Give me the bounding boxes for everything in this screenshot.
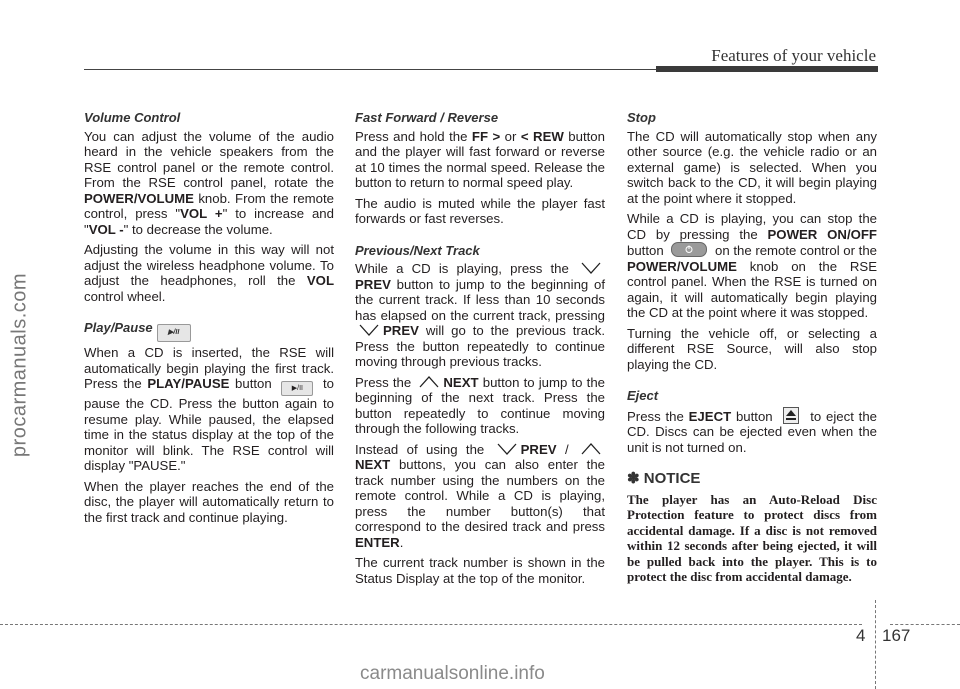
- volume-control-title: Volume Control: [84, 110, 181, 125]
- volume-paragraph-2: Adjusting the volume in this way will not adjust the wireless headphone volume. To adjust the headphones, roll the VOL control wheel.: [84, 242, 334, 304]
- notice-title: ✽ NOTICE: [627, 470, 701, 487]
- chevron-down-icon: [580, 261, 602, 275]
- ff-paragraph-2: The audio is muted while the player fast forwards or fast reverses.: [355, 195, 605, 226]
- column-1: [84, 110, 334, 530]
- pn-paragraph-1: While a CD is playing, press the PREV button to jump to the beginning of the current track. If less than 10 seconds has elapsed on the current track, pressing PREV will go to the previous track. Press the button repeatedly to continue moving through previous tracks.: [355, 261, 605, 369]
- chevron-up-icon: [418, 375, 440, 389]
- eject-title: Eject: [627, 388, 659, 403]
- chevron-down-icon: [496, 442, 518, 456]
- stop-paragraph-3: Turning the vehicle off, or selecting a different RSE Source, will also stop playing the CD.: [627, 325, 877, 372]
- stop-title: Stop: [627, 110, 656, 125]
- fast-forward-title: Fast Forward / Reverse: [355, 110, 499, 125]
- stop-paragraph-2: While a CD is playing, you can stop the CD by pressing the POWER ON/OFF button on the remote control or the POWER/VOLUME knob on the RSE control panel. When the RSE is turned on again, it will automatically begin playing the CD at the point where it was stopped.: [627, 211, 878, 320]
- power-button-icon: [671, 242, 707, 257]
- side-watermark-text: procarmanuals.com: [8, 272, 31, 458]
- volume-paragraph-1: You can adjust the volume of the audio heard in the vehicle speakers from the RSE control panel or the remote control. From the RSE control panel, rotate the POWER/VOLUME knob. From the remote control, press "VOL +" to increase and "VOL -" to decrease the volume.: [84, 128, 334, 237]
- play-pause-title: Play/Pause ▶/II: [84, 320, 334, 342]
- header-title: Features of your vehicle: [711, 46, 876, 65]
- eject-paragraph: Press the EJECT button to eject the CD. Discs can be ejected even when the unit is not turned on.: [627, 408, 877, 455]
- play-paragraph-1: When a CD is inserted, the RSE will automatically begin playing the first track. Press the PLAY/PAUSE button ▶/II to pause the CD. Press the button again to resume play. While paused, the elapsed time in the status display at the top of the monitor will blink. The RSE control will display "PAUSE.": [84, 345, 334, 473]
- footer-divider-right: [890, 624, 960, 625]
- previous-next-title: Previous/Next Track: [355, 242, 480, 258]
- page-number-separator: [875, 600, 876, 689]
- ff-paragraph-1: Press and hold the FF > or < REW button and the player will fast forward or reverse at 10 times the normal speed. Release the button to return to normal speed play.: [355, 128, 605, 190]
- side-watermark: [2, 150, 38, 580]
- pn-paragraph-3: Instead of using the PREV / NEXT buttons, you can also enter the track number using the numbers on the remote control. While a CD is playing, press the number button(s) that correspond to the desired track and press ENTER.: [355, 441, 605, 550]
- column-3: [627, 110, 877, 585]
- header-bar: [656, 66, 878, 72]
- notice-body: The player has an Auto-Reload Disc Protection feature to protect discs from accidental damage. If a disc is not removed within 12 seconds after being ejected, it will be pulled back into the player. This is to protect the disc from accidental damage.: [627, 491, 877, 584]
- chapter-number: 4: [856, 626, 866, 645]
- bottom-watermark: carmanualsonline.info: [360, 663, 545, 684]
- column-2: [355, 110, 605, 591]
- stop-paragraph-1: The CD will automatically stop when any other source (e.g. the vehicle radio or an external game) is selected. When you switch back to the CD, it will begin playing at the point where it stopped.: [627, 128, 877, 206]
- play-paragraph-2: When the player reaches the end of the disc, the player will automatically return to the first track and continue playing.: [84, 478, 334, 525]
- header-rule: [84, 69, 656, 70]
- pn-paragraph-4: The current track number is shown in the Status Display at the top of the monitor.: [355, 555, 605, 586]
- chevron-down-icon: [358, 323, 380, 337]
- page-number: 167: [882, 626, 911, 645]
- chevron-up-icon: [580, 442, 602, 456]
- footer-divider: [0, 624, 862, 625]
- pn-paragraph-2: Press the NEXT button to jump to the beginning of the next track. Press the button repeatedly to continue moving through the following tracks.: [355, 374, 605, 436]
- eject-icon: [783, 407, 799, 424]
- play-pause-button-icon: ▶/II: [281, 381, 313, 396]
- play-pause-icon: ▶/II: [157, 324, 191, 342]
